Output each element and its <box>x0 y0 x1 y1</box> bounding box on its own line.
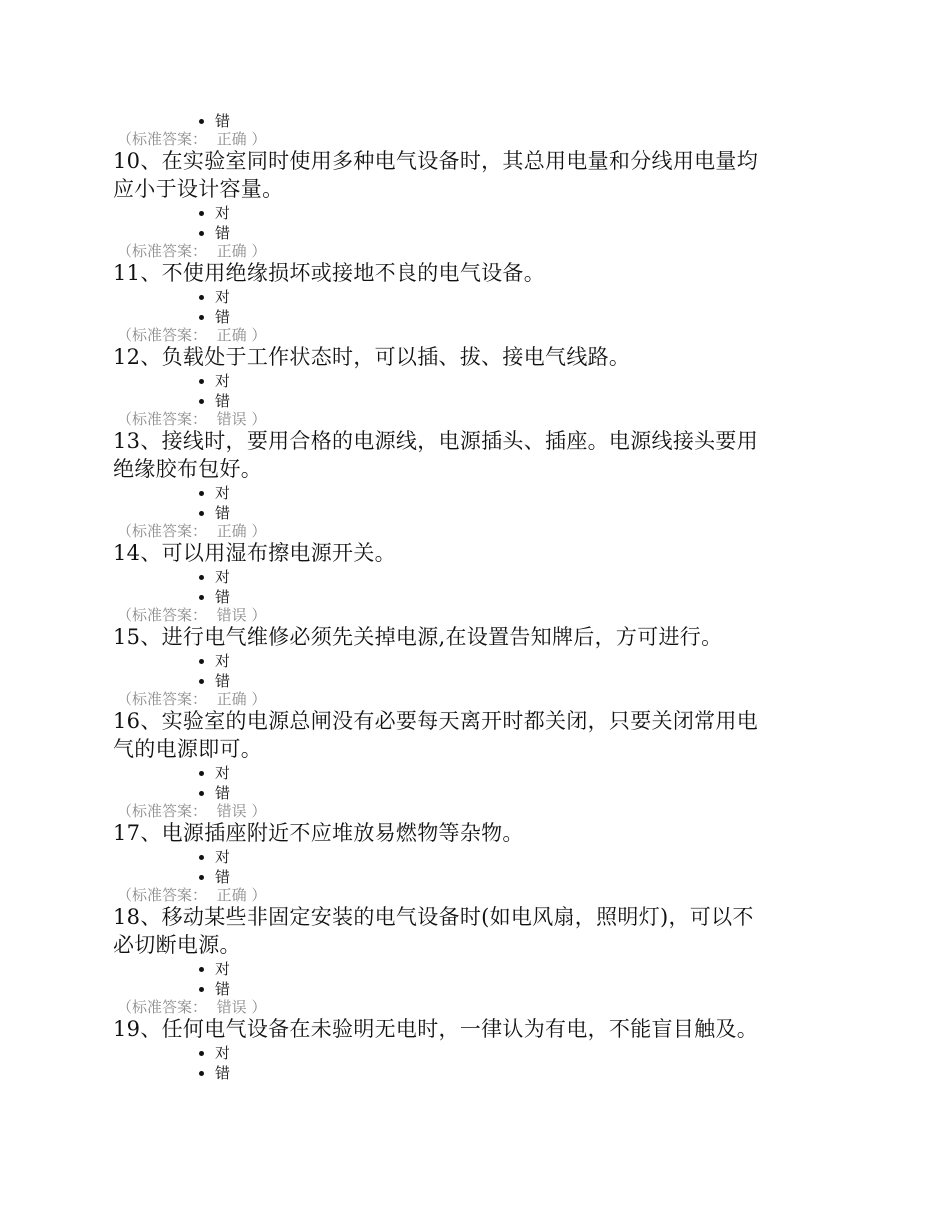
option-wrong[interactable] <box>113 671 833 691</box>
bullet-icon <box>199 791 204 796</box>
question-line: 13、接线时，要用合格的电源线，电源插头、插座。电源线接头要用 <box>113 429 759 453</box>
question-text <box>113 1015 833 1043</box>
option-list <box>113 567 833 607</box>
answer-suffix: ） <box>251 606 267 624</box>
bullet-icon <box>199 875 204 880</box>
bullet-icon <box>199 295 204 300</box>
bullet-icon <box>199 211 204 216</box>
option-wrong[interactable] <box>113 307 833 327</box>
option-label: 对 <box>215 484 231 502</box>
bullet-icon <box>199 511 204 516</box>
bullet-icon <box>199 379 204 384</box>
answer-prefix: （标准答案： <box>117 802 208 820</box>
answer-suffix: ） <box>251 802 267 820</box>
option-right[interactable] <box>113 483 833 503</box>
option-wrong[interactable] <box>113 867 833 887</box>
answer-value: 正确 <box>216 522 247 540</box>
question-line: 17、电源插座附近不应堆放易燃物等杂物。 <box>113 821 524 845</box>
answer-prefix: （标准答案： <box>117 242 208 260</box>
option-label: 错 <box>215 504 231 522</box>
question-text <box>113 147 833 203</box>
question-text <box>113 343 833 371</box>
answer-prefix: （标准答案： <box>117 130 208 148</box>
question-text <box>113 707 833 763</box>
option-right[interactable] <box>113 847 833 867</box>
standard-answer <box>113 243 833 259</box>
option-list <box>113 847 833 887</box>
question-line: 18、移动某些非固定安装的电气设备时(如电风扇，照明灯)，可以不 <box>113 905 754 929</box>
question-line: 绝缘胶布包好。 <box>113 457 263 481</box>
answer-value: 错误 <box>216 410 247 428</box>
answer-value: 正确 <box>216 690 247 708</box>
option-label: 对 <box>215 848 231 866</box>
option-wrong[interactable] <box>113 783 833 803</box>
option-label: 对 <box>215 204 231 222</box>
bullet-icon <box>199 771 204 776</box>
option-wrong[interactable] <box>113 503 833 523</box>
option-label: 错 <box>215 784 231 802</box>
bullet-icon <box>199 1071 204 1076</box>
answer-value: 错误 <box>216 606 247 624</box>
option-wrong[interactable] <box>113 111 833 131</box>
question-text <box>113 539 833 567</box>
standard-answer <box>113 607 833 623</box>
option-right[interactable] <box>113 651 833 671</box>
question-17 <box>113 819 833 903</box>
answer-prefix: （标准答案： <box>117 886 208 904</box>
question-line: 14、可以用湿布擦电源开关。 <box>113 541 396 565</box>
question-line: 10、在实验室同时使用多种电气设备时，其总用电量和分线用电量均 <box>113 149 759 173</box>
standard-answer <box>113 327 833 343</box>
option-wrong[interactable] <box>113 223 833 243</box>
answer-suffix: ） <box>251 690 267 708</box>
standard-answer <box>113 999 833 1015</box>
option-label: 错 <box>215 1064 231 1082</box>
option-right[interactable] <box>113 1043 833 1063</box>
answer-prefix: （标准答案： <box>117 522 208 540</box>
question-19 <box>113 1015 833 1083</box>
bullet-icon <box>199 231 204 236</box>
option-label: 错 <box>215 672 231 690</box>
option-wrong[interactable] <box>113 587 833 607</box>
bullet-icon <box>199 1051 204 1056</box>
option-list <box>113 371 833 411</box>
option-wrong[interactable] <box>113 979 833 999</box>
option-list <box>113 651 833 691</box>
question-18 <box>113 903 833 1015</box>
standard-answer <box>113 691 833 707</box>
answer-prefix: （标准答案： <box>117 326 208 344</box>
question-10 <box>113 147 833 259</box>
option-label: 对 <box>215 652 231 670</box>
question-12 <box>113 343 833 427</box>
answer-prefix: （标准答案： <box>117 410 208 428</box>
option-right[interactable] <box>113 959 833 979</box>
question-text <box>113 259 833 287</box>
option-label: 错 <box>215 112 231 130</box>
question-line: 19、任何电气设备在未验明无电时，一律认为有电，不能盲目触及。 <box>113 1017 759 1041</box>
option-label: 对 <box>215 372 231 390</box>
standard-answer <box>113 411 833 427</box>
bullet-icon <box>199 491 204 496</box>
answer-value: 错误 <box>216 998 247 1016</box>
answer-suffix: ） <box>251 998 267 1016</box>
option-label: 错 <box>215 588 231 606</box>
bullet-icon <box>199 659 204 664</box>
answer-suffix: ） <box>251 886 267 904</box>
question-line: 11、不使用绝缘损坏或接地不良的电气设备。 <box>113 261 546 285</box>
option-list <box>113 959 833 999</box>
option-label: 错 <box>215 392 231 410</box>
answer-value: 正确 <box>216 886 247 904</box>
option-label: 错 <box>215 308 231 326</box>
answer-value: 错误 <box>216 802 247 820</box>
quiz-page <box>113 111 833 1083</box>
question-line: 15、进行电气维修必须先关掉电源,在设置告知牌后，方可进行。 <box>113 625 723 649</box>
standard-answer <box>113 523 833 539</box>
option-right[interactable] <box>113 763 833 783</box>
bullet-icon <box>199 679 204 684</box>
option-label: 对 <box>215 1044 231 1062</box>
option-right[interactable] <box>113 203 833 223</box>
option-label: 对 <box>215 288 231 306</box>
option-right[interactable] <box>113 567 833 587</box>
answer-value: 正确 <box>216 326 247 344</box>
option-list <box>113 287 833 327</box>
answer-prefix: （标准答案： <box>117 690 208 708</box>
answer-prefix: （标准答案： <box>117 998 208 1016</box>
bullet-icon <box>199 967 204 972</box>
option-list <box>113 483 833 523</box>
question-line: 应小于设计容量。 <box>113 177 284 201</box>
answer-suffix: ） <box>251 130 267 148</box>
bullet-icon <box>199 987 204 992</box>
option-label: 错 <box>215 980 231 998</box>
question-14 <box>113 539 833 623</box>
option-wrong[interactable] <box>113 1063 833 1083</box>
question-11 <box>113 259 833 343</box>
bullet-icon <box>199 399 204 404</box>
question-16 <box>113 707 833 819</box>
answer-suffix: ） <box>251 410 267 428</box>
option-list <box>113 111 833 131</box>
question-line: 12、负载处于工作状态时，可以插、拔、接电气线路。 <box>113 345 631 369</box>
option-right[interactable] <box>113 371 833 391</box>
question-text <box>113 623 833 651</box>
bullet-icon <box>199 855 204 860</box>
option-label: 对 <box>215 568 231 586</box>
option-label: 错 <box>215 868 231 886</box>
option-list <box>113 1043 833 1083</box>
answer-suffix: ） <box>251 522 267 540</box>
question-text <box>113 903 833 959</box>
question-line: 必切断电源。 <box>113 933 241 957</box>
option-right[interactable] <box>113 287 833 307</box>
question-13 <box>113 427 833 539</box>
answer-prefix: （标准答案： <box>117 606 208 624</box>
question-text <box>113 427 833 483</box>
bullet-icon <box>199 315 204 320</box>
option-label: 对 <box>215 764 231 782</box>
option-list <box>113 763 833 803</box>
option-label: 错 <box>215 224 231 242</box>
option-label: 对 <box>215 960 231 978</box>
answer-value: 正确 <box>216 130 247 148</box>
standard-answer <box>113 803 833 819</box>
standard-answer <box>113 131 833 147</box>
bullet-icon <box>199 575 204 580</box>
question-line: 16、实验室的电源总闸没有必要每天离开时都关闭，只要关闭常用电 <box>113 709 759 733</box>
option-wrong[interactable] <box>113 391 833 411</box>
answer-suffix: ） <box>251 242 267 260</box>
question-line: 气的电源即可。 <box>113 737 263 761</box>
question-15 <box>113 623 833 707</box>
standard-answer <box>113 887 833 903</box>
question-text <box>113 819 833 847</box>
bullet-icon <box>199 595 204 600</box>
answer-value: 正确 <box>216 242 247 260</box>
option-list <box>113 203 833 243</box>
bullet-icon <box>199 119 204 124</box>
answer-suffix: ） <box>251 326 267 344</box>
